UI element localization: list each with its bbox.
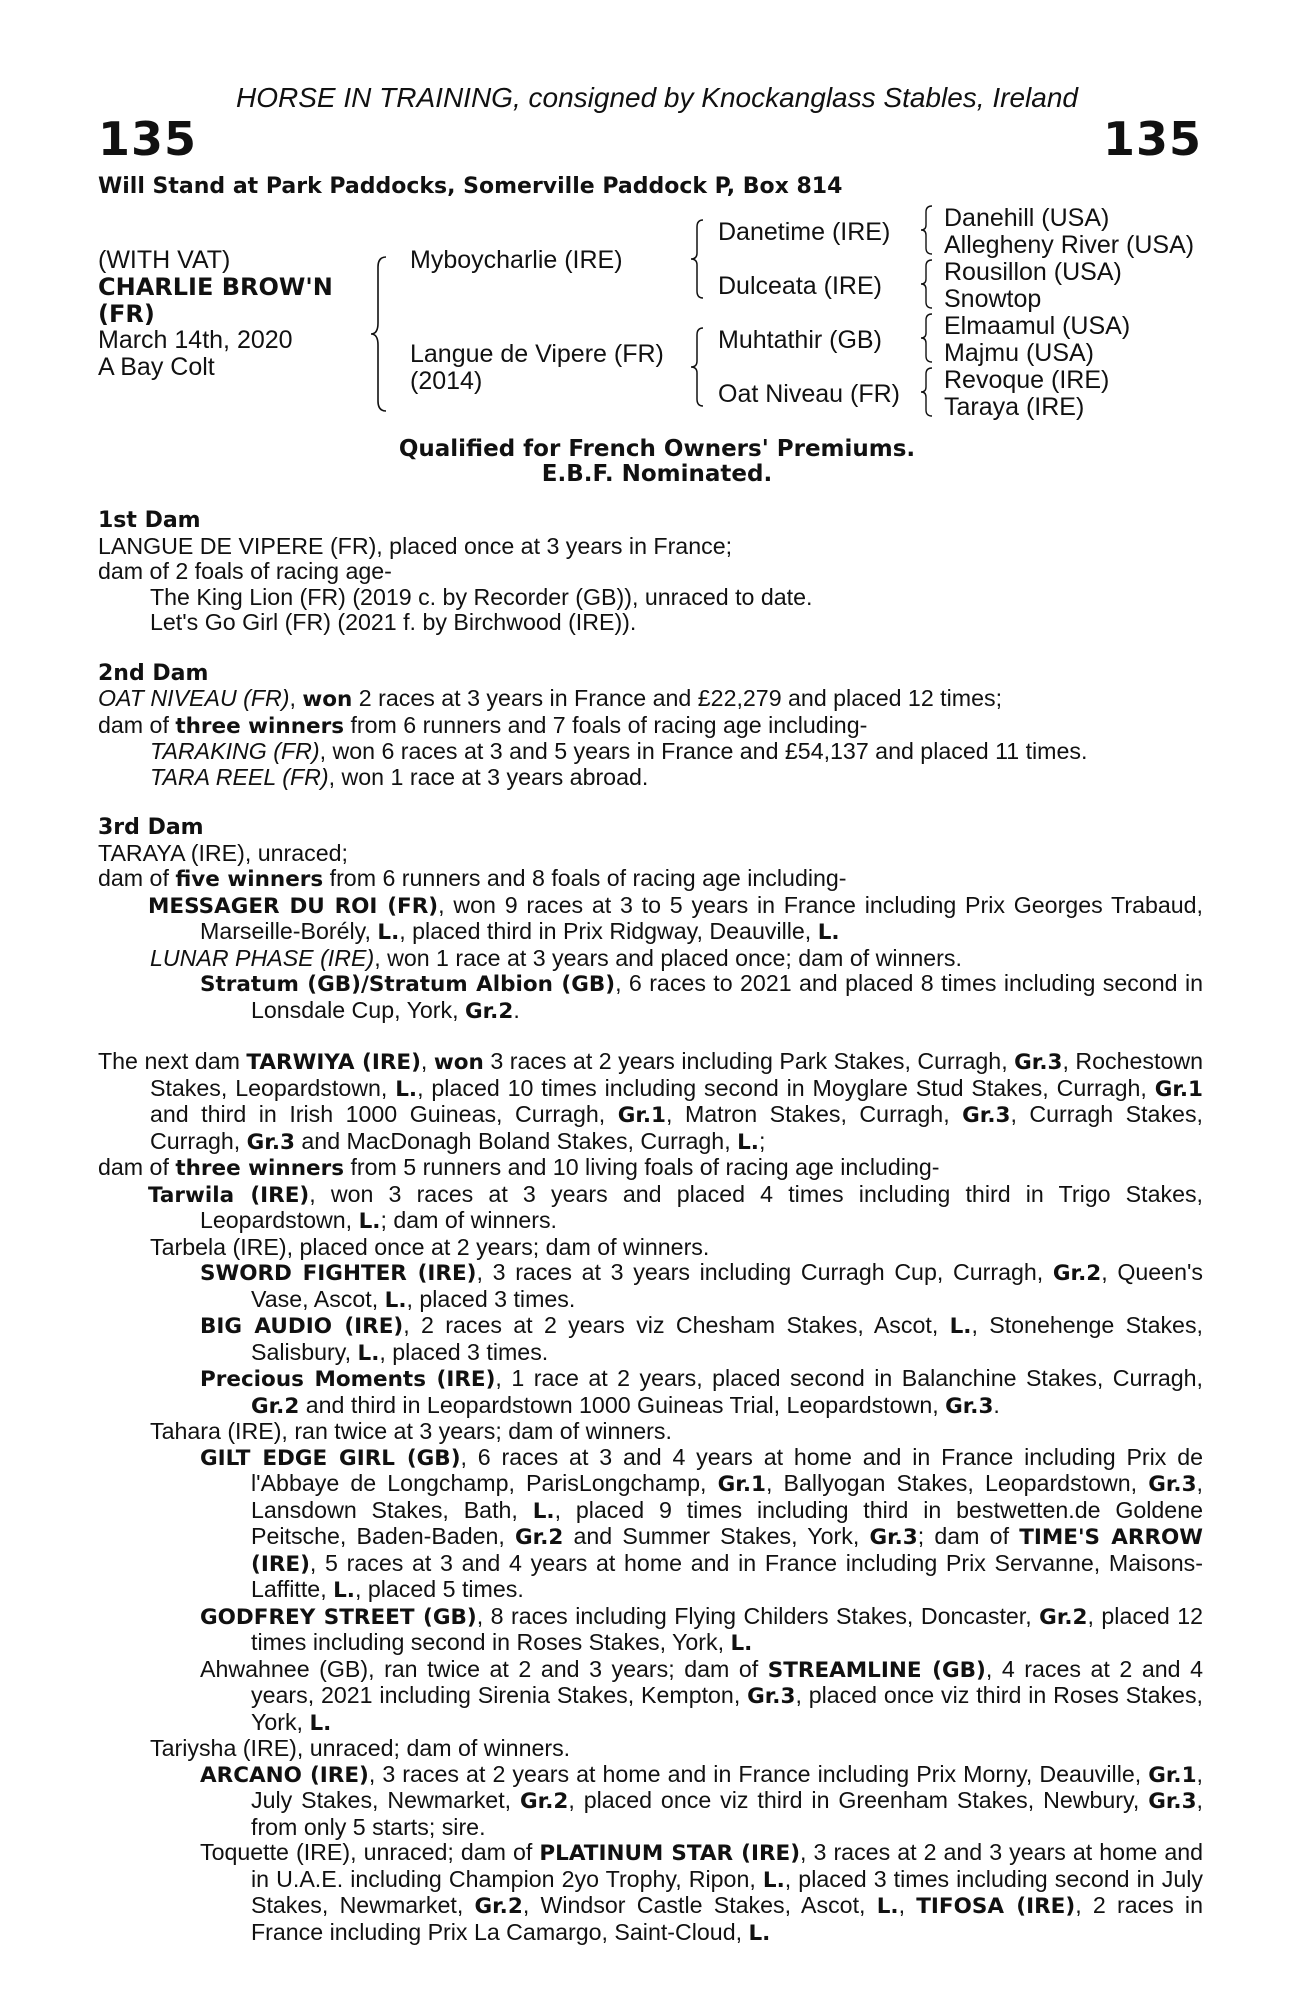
pedigree-brace-ds [920,312,934,364]
ancestor-sdd: Snowtop [944,285,1042,313]
ancestor-dds: Revoque (IRE) [944,366,1110,394]
first-dam-line: dam of 2 foals of racing age- [98,558,392,584]
pedigree-brace-sd [920,258,934,310]
ancestor-sss: Danehill (USA) [944,204,1110,232]
dam-dam: Oat Niveau (FR) [718,380,900,408]
horse-name: CHARLIE BROW'N [98,273,333,301]
next-dam-grandfoal: SWORD FIGHTER (IRE), 3 races at 3 years including Curragh Cup, Curragh, Gr.2, Queen's Vase, Ascot, L., placed 3 times. [200,1259,1203,1313]
third-dam-line: dam of five winners from 6 runners and 8 foals of racing age including- [98,865,847,892]
ancestor-dss: Elmaamul (USA) [944,312,1131,340]
next-dam-foal: Tarwila (IRE), won 3 races at 3 years and placed 4 times including third in Trigo Stakes, Leopardstown, L.; dam of winners. [148,1180,1203,1234]
next-dam-line: The next dam TARWIYA (IRE), won 3 races at 2 years including Park Stakes, Curragh, Gr.3, Rochestown Stakes, Leopardstown, L., placed 10 times including second in Moyglare Stud Stakes, Curragh, Gr.1 and third in Irish 1000 Guineas, Curragh, Gr.1, Matron Stakes, Curragh, Gr.3, Curragh Stakes, Curragh, Gr.3 and MacDonagh Boland Stakes, Curragh, L.; [98,1048,1203,1155]
ebf-note: E.B.F. Nominated. [541,461,773,487]
lot-number-left: 135 [98,112,198,166]
next-dam-grandfoal: BIG AUDIO (IRE), 2 races at 2 years viz Chesham Stakes, Ascot, L., Stonehenge Stakes, Salisbury, L., placed 3 times. [200,1312,1203,1366]
dam: Langue de Vipere (FR) [410,340,664,368]
second-dam-line: dam of three winners from 6 runners and 7 foals of racing age including- [98,711,868,739]
pedigree-brace-dd [920,366,934,418]
vat-note: (WITH VAT) [98,246,231,274]
pedigree-notes [98,508,1203,1946]
stand-location: Will Stand at Park Paddocks, Somerville Paddock P, Box 814 [98,174,843,199]
next-dam-line: dam of three winners from 5 runners and 10 living foals of racing age including- [98,1154,940,1181]
ancestor-sds: Rousillon (USA) [944,258,1122,286]
third-dam-line: TARAYA (IRE), unraced; [98,839,348,866]
premiums-note: Qualified for French Owners' Premiums. [398,436,916,462]
pedigree-brace-sire [690,218,706,300]
second-dam-heading: 2nd Dam [98,660,209,686]
horse-description: A Bay Colt [98,353,215,381]
sire: Myboycharlie (IRE) [410,246,623,274]
first-dam-foal: Let's Go Girl (FR) (2021 f. by Birchwood (IRE)). [150,609,637,635]
catalogue-heading: HORSE IN TRAINING, consigned by Knockanglass Stables, Ireland [236,82,1078,113]
next-dam-grandfoal: Precious Moments (IRE), 1 race at 2 years, placed second in Balanchine Stakes, Curragh, Gr.2 and third in Leopardstown 1000 Guineas Trial, Leopardstown, Gr.3. [200,1365,1203,1419]
third-dam-grandfoal: Stratum (GB)/Stratum Albion (GB), 6 races to 2021 and placed 8 times including second in Lonsdale Cup, York, Gr.2. [200,970,1203,1024]
ancestor-dsd: Majmu (USA) [944,339,1095,367]
lot-number-right: 135 [1102,112,1202,166]
dam-sire: Muhtathir (GB) [718,326,882,354]
pedigree-brace-main [370,255,390,413]
second-dam-line: OAT NIVEAU (FR), won 2 races at 3 years in France and £22,279 and placed 12 times; [98,685,1003,712]
first-dam-heading: 1st Dam [98,508,201,533]
next-dam-grandfoal: GILT EDGE GIRL (GB), 6 races at 3 and 4 years at home and in France including Prix de l'Abbaye de Longchamp, ParisLongchamp, Gr.1, Ballyogan Stakes, Leopardstown, Gr.3, Lansdown Stakes, Bath, L., placed 9 times including third in bestwetten.de Goldene Peitsche, Baden-Baden, Gr.2 and Summer Stakes, York, Gr.3; dam of TIME'S ARROW (IRE), 5 races at 3 and 4 years at home and in France including Prix Servanne, Maisons-Laffitte, L., placed 5 times. [200,1443,1204,1603]
second-dam-foal: TARA REEL (FR), won 1 race at 3 years abroad. [150,763,649,790]
third-dam-foal: MESSAGER DU ROI (FR), won 9 races at 3 to 5 years in France including Prix Georges Trabaud, Marseille-Borély, L., placed third in Prix Ridgway, Deauville, L. [148,891,1203,945]
next-dam-foal: Tariysha (IRE), unraced; dam of winners. [150,1735,571,1761]
second-dam-foal: TARAKING (FR), won 6 races at 3 and 5 years in France and £54,137 and placed 11 times. [150,738,1088,764]
foaling-date: March 14th, 2020 [98,326,293,354]
sire-dam: Dulceata (IRE) [718,272,882,300]
next-dam-grandfoal: GODFREY STREET (GB), 8 races including Flying Childers Stakes, Doncaster, Gr.2, placed 12 times including second in Roses Stakes, York, L. [200,1602,1203,1656]
ancestor-ddd: Taraya (IRE) [944,393,1085,421]
pedigree-brace-dam [690,326,706,408]
third-dam-foal: LUNAR PHASE (IRE), won 1 race at 3 years and placed once; dam of winners. [150,944,962,971]
next-dam-foal: Tahara (IRE), ran twice at 3 years; dam of winners. [150,1418,672,1444]
dam-year: (2014) [410,367,483,395]
next-dam-grandfoal: Ahwahnee (GB), ran twice at 2 and 3 years; dam of STREAMLINE (GB), 4 races at 2 and 4 years, 2021 including Sirenia Stakes, Kempton, Gr.3, placed once viz third in Roses Stakes, York, L. [200,1655,1203,1736]
pedigree-brace-ss [920,204,934,256]
ancestor-ssd: Allegheny River (USA) [944,231,1195,259]
third-dam-heading: 3rd Dam [98,815,204,840]
next-dam-grandfoal: Toquette (IRE), unraced; dam of PLATINUM STAR (IRE), 3 races at 2 and 3 years at home and in U.A.E. including Champion 2yo Trophy, Ripon, L., placed 3 times including second in July Stakes, Newmarket, Gr.2, Windsor Castle Stakes, Ascot, L., TIFOSA (IRE), 2 races in France including Prix La Camargo, Saint-Cloud, L. [200,1839,1204,1946]
sire-sire: Danetime (IRE) [718,218,891,246]
first-dam-foal: The King Lion (FR) (2019 c. by Recorder (GB)), unraced to date. [150,583,813,610]
next-dam-foal: Tarbela (IRE), placed once at 2 years; dam of winners. [150,1233,710,1260]
first-dam-line: LANGUE DE VIPERE (FR), placed once at 3 years in France; [98,532,733,559]
next-dam-grandfoal: ARCANO (IRE), 3 races at 2 years at home and in France including Prix Morny, Deauville, Gr.1, July Stakes, Newmarket, Gr.2, placed once viz third in Greenham Stakes, Newbury, Gr.3, from only 5 starts; sire. [200,1760,1203,1840]
horse-name-suffix: (FR) [98,300,155,328]
